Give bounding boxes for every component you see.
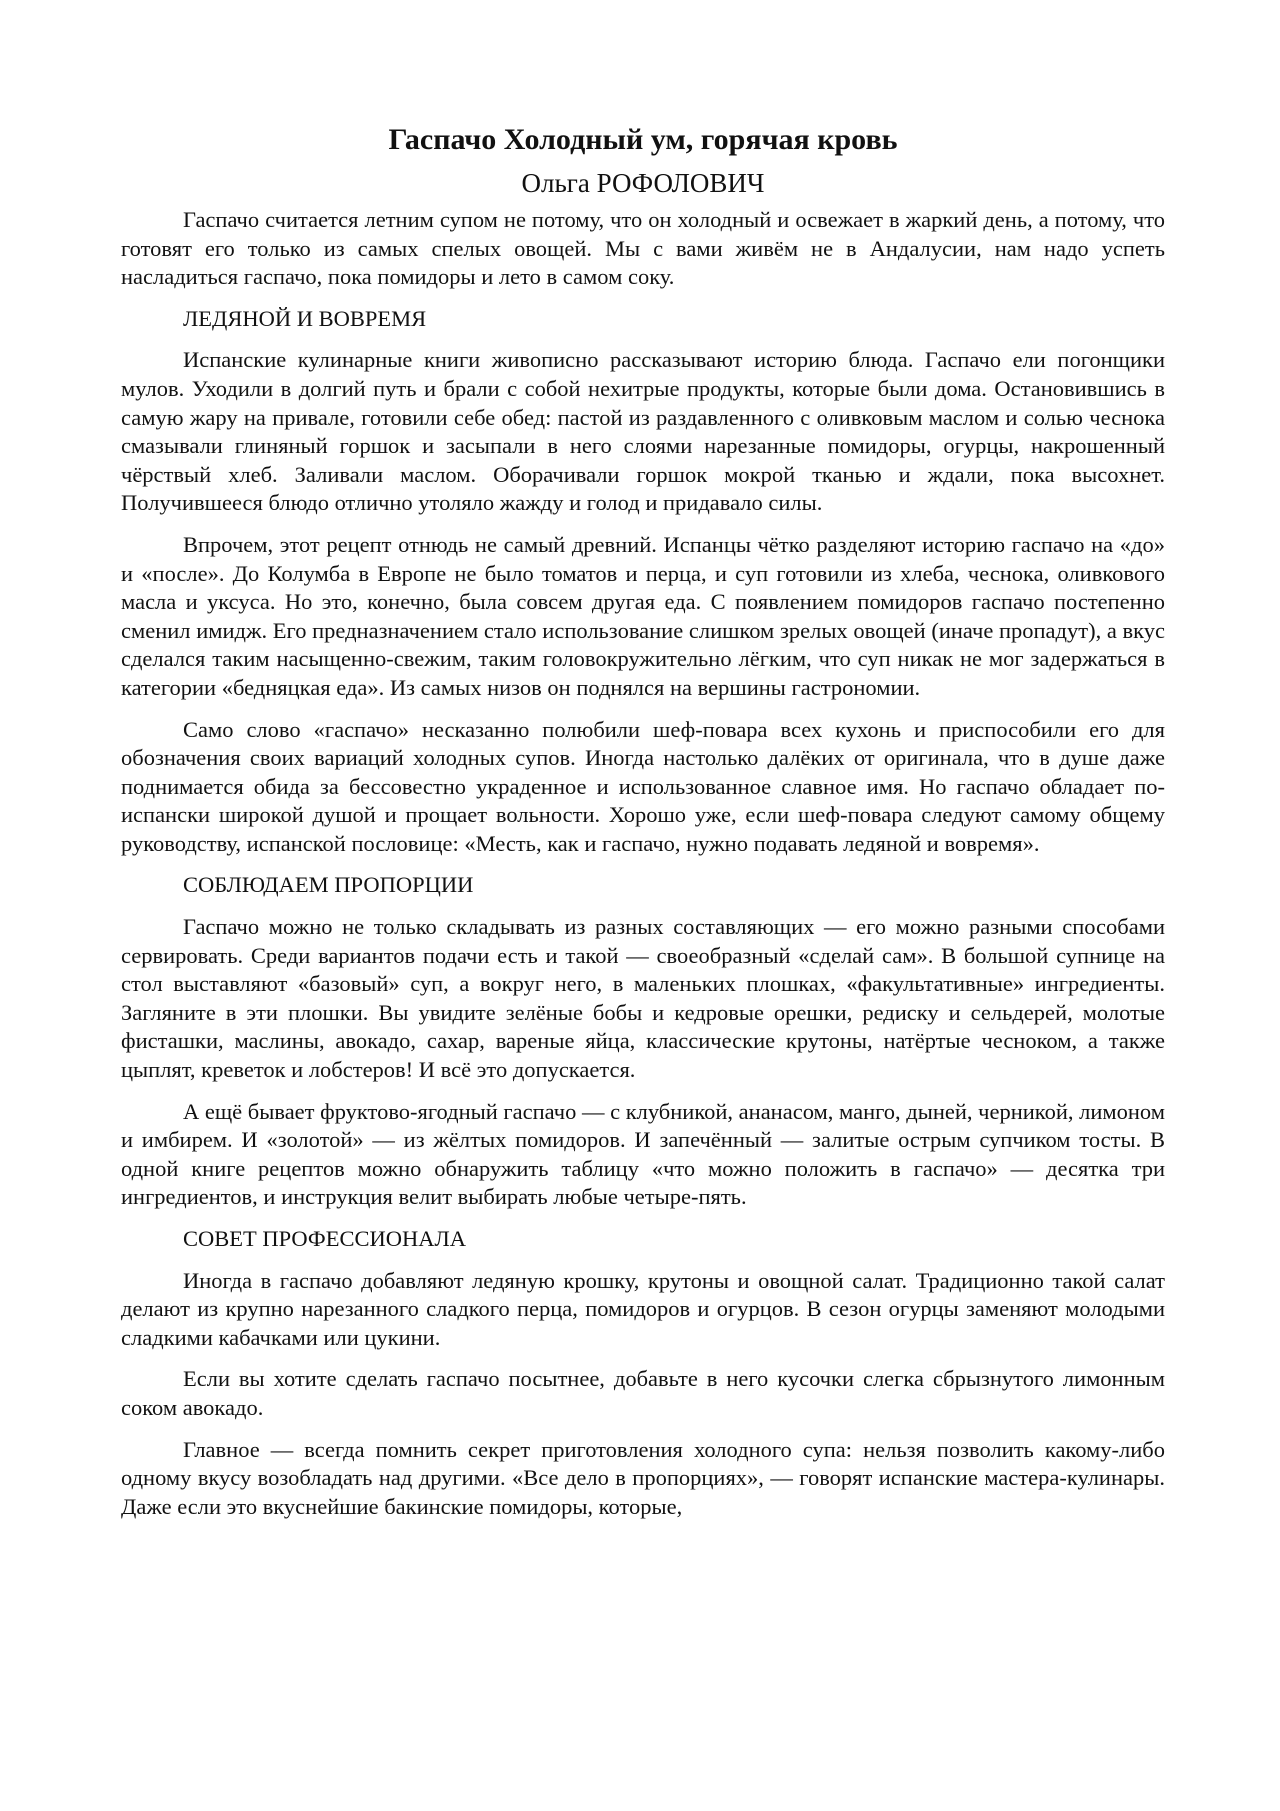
paragraph: Гаспачо можно не только складывать из разных составляющих — его можно разными способами сервировать. Среди вариантов подачи есть и такой — своеобразный «сделай сам». В большой супнице на стол выставляют «базовый» суп, а вокруг него, в маленьких плошках, «факультативные» ингредиенты. Загляните в эти плошки. Вы увидите зелёные бобы и кедровые орешки, редиску и сельдерей, молотые фисташки, маслины, авокадо, сахар, вареные яйца, классические крутоны, натёртые чесноком, а также цыплят, креветок и лобстеров! И всё это допускается. xyxy=(121,914,1165,1083)
section-heading: СОВЕТ ПРОФЕССИОНАЛА xyxy=(183,1226,466,1251)
author-name: Ольга РОФОЛОВИЧ xyxy=(521,168,765,198)
paragraph: А ещё бывает фруктово-ягодный гаспачо — с клубникой, ананасом, манго, дыней, черникой, лимоном и имбирем. И «золотой» — из жёлтых помидоров. И запечённый — залитые острым супчиком тосты. В одной книге рецептов можно обнаружить таблицу «что можно положить в гаспачо» — десятка три ингредиентов, и инструкция велит выбирать любые четыре-пять. xyxy=(121,1098,1165,1210)
document-page xyxy=(121,118,1165,1521)
paragraph: Впрочем, этот рецепт отнюдь не самый древний. Испанцы чётко разделяют историю гаспачо на «до» и «после». До Колумба в Европе не было томатов и перца, и суп готовили из хлеба, чеснока, оливкового масла и уксуса. Но это, конечно, была совсем другая еда. С появлением помидоров гаспачо постепенно сменил имидж. Его предназначением стало использование слишком зрелых овощей (иначе пропадут), а вкус сделался таким насыщенно-свежим, таким головокружительно лёгким, что суп никак не мог задержаться в категории «бедняцкая еда». Из самых низов он поднялся на вершины гастрономии. xyxy=(121,531,1165,700)
paragraph: Гаспачо считается летним супом не потому, что он холодный и освежает в жаркий день, а потому, что готовят его только из самых спелых овощей. Мы с вами живём не в Андалусии, нам надо успеть насладиться гаспачо, пока помидоры и лето в самом соку. xyxy=(121,207,1165,290)
paragraph-continued: Главное — всегда помнить секрет приготовления холодного супа: нельзя позволить какому-либо одному вкусу возобладать над другими. «Все дело в пропорциях», — говорят испанские мастера-кулинары. Даже если это вкуснейшие бакинские помидоры, которые, xyxy=(121,1436,1165,1519)
paragraph: Испанские кулинарные книги живописно рассказывают историю блюда. Гаспачо ели погонщики мулов. Уходили в долгий путь и брали с собой нехитрые продукты, которые были дома. Остановившись в самую жару на привале, готовили себе обед: пастой из раздавленного с оливковым маслом и солью чеснока смазывали глиняный горшок и засыпали в него слоями нарезанные помидоры, огурцы, накрошенный чёрствый хлеб. Заливали маслом. Оборачивали горшок мокрой тканью и ждали, пока высохнет. Получившееся блюдо отлично утоляло жажду и голод и придавало силы. xyxy=(121,347,1165,516)
section-heading: ЛЕДЯНОЙ И ВОВРЕМЯ xyxy=(183,305,427,331)
paragraph: Если вы хотите сделать гаспачо посытнее, добавьте в него кусочки слегка сбрызнутого лимонным соком авокадо. xyxy=(121,1366,1165,1420)
paragraph: Само слово «гаспачо» несказанно полюбили шеф-повара всех кухонь и приспособили его для обозначения своих вариаций холодных супов. Иногда настолько далёких от оригинала, что в душе даже поднимается обида за бессовестно украденное и использованное славное имя. Но гаспачо обладает по-испански широкой душой и прощает вольности. Хорошо уже, если шеф-повара следуют самому общему руководству, испанской пословице: «Месть, как и гаспачо, нужно подавать ледяной и вовремя». xyxy=(121,716,1165,856)
paragraph: Иногда в гаспачо добавляют ледяную крошку, крутоны и овощной салат. Традиционно такой салат делают из крупно нарезанного сладкого перца, помидоров и огурцов. В сезон огурцы заменяют молодыми сладкими кабачками или цукини. xyxy=(121,1267,1165,1350)
section-heading: СОБЛЮДАЕМ ПРОПОРЦИИ xyxy=(183,872,474,898)
document-title: Гаспачо Холодный ум, горячая кровь xyxy=(388,123,898,156)
